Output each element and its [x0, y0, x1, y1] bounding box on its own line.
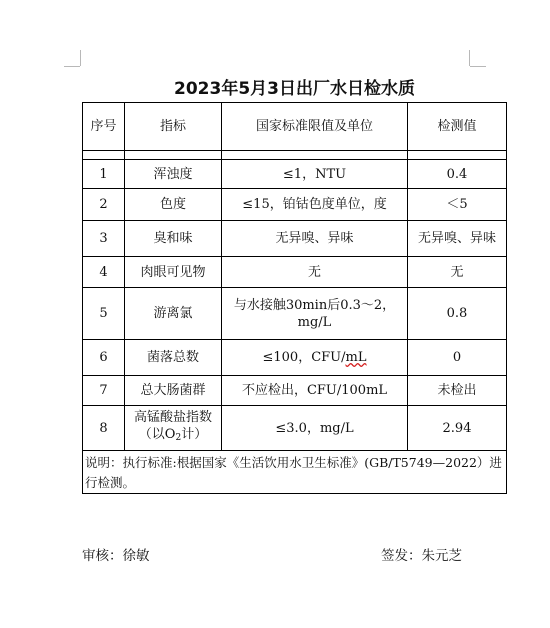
row-no: 3 — [83, 221, 125, 257]
row-limit: ≤15，铂钴色度单位，度 — [222, 189, 408, 221]
row-item-text: 计） — [181, 427, 208, 442]
row-limit: ≤1，NTU — [222, 160, 408, 189]
row-item-line: 高锰酸盐指数 — [133, 410, 212, 425]
row-limit — [222, 288, 408, 340]
row-item — [125, 406, 222, 451]
row-limit: 无异嗅、异味 — [222, 221, 408, 257]
row-item: 菌落总数 — [125, 340, 222, 376]
row-value: 无异嗅、异味 — [408, 221, 507, 257]
table-note: 说明：执行标准:根据国家《生活饮用水卫生标准》(GB/T5749—2022）进行检测。 — [83, 451, 507, 494]
row-no: 8 — [83, 406, 125, 451]
row-no: 1 — [83, 160, 125, 189]
row-limit-line: mg/L — [297, 314, 332, 330]
row-limit: 不应检出，CFU/100mL — [222, 376, 408, 406]
header-limit: 国家标准限值及单位 — [222, 103, 408, 151]
row-limit-text: ≤100，CFU/ — [262, 350, 346, 365]
row-item: 总大肠菌群 — [125, 376, 222, 406]
row-no: 5 — [83, 288, 125, 340]
row-item: 游离氯 — [125, 288, 222, 340]
row-limit: 无 — [222, 257, 408, 288]
row-value: ＜5 — [408, 189, 507, 221]
row-item: 浑浊度 — [125, 160, 222, 189]
header-no: 序号 — [83, 103, 125, 151]
crop-mark — [64, 66, 80, 67]
table-spacer-row — [83, 151, 507, 160]
water-quality-table — [82, 102, 507, 494]
row-item-text: （以O — [138, 427, 176, 442]
row-no: 7 — [83, 376, 125, 406]
table-row — [83, 257, 507, 288]
issuer-signature: 签发：朱元芝 — [381, 548, 462, 564]
table-row — [83, 406, 507, 451]
row-no: 6 — [83, 340, 125, 376]
row-item: 臭和味 — [125, 221, 222, 257]
document-title: 2023年5月3日出厂水日检水质 — [174, 79, 415, 99]
table-row — [83, 340, 507, 376]
table-row — [83, 221, 507, 257]
reviewer-signature: 审核：徐敏 — [82, 548, 150, 564]
row-value: 无 — [408, 257, 507, 288]
header-value: 检测值 — [408, 103, 507, 151]
row-item: 肉眼可见物 — [125, 257, 222, 288]
row-value: 0.8 — [408, 288, 507, 340]
spellcheck-underline-unit: mL — [345, 350, 367, 365]
row-value: 未检出 — [408, 376, 507, 406]
table-header-row — [83, 103, 507, 151]
subscript: 2 — [175, 433, 182, 443]
crop-mark — [470, 66, 486, 67]
table-note-row — [83, 451, 507, 494]
table-row — [83, 189, 507, 221]
row-limit-line: 与水接触30min后0.3～2， — [233, 297, 396, 313]
table-row — [83, 376, 507, 406]
crop-mark — [469, 50, 470, 66]
row-value: 0 — [408, 340, 507, 376]
row-item: 色度 — [125, 189, 222, 221]
row-value: 2.94 — [408, 406, 507, 451]
row-item-line — [127, 426, 219, 447]
table-row — [83, 160, 507, 189]
row-no: 4 — [83, 257, 125, 288]
header-item: 指标 — [125, 103, 222, 151]
crop-mark — [80, 50, 81, 66]
row-no: 2 — [83, 189, 125, 221]
row-limit — [222, 340, 408, 376]
table-row — [83, 288, 507, 340]
row-limit: ≤3.0，mg/L — [222, 406, 408, 451]
row-value: 0.4 — [408, 160, 507, 189]
